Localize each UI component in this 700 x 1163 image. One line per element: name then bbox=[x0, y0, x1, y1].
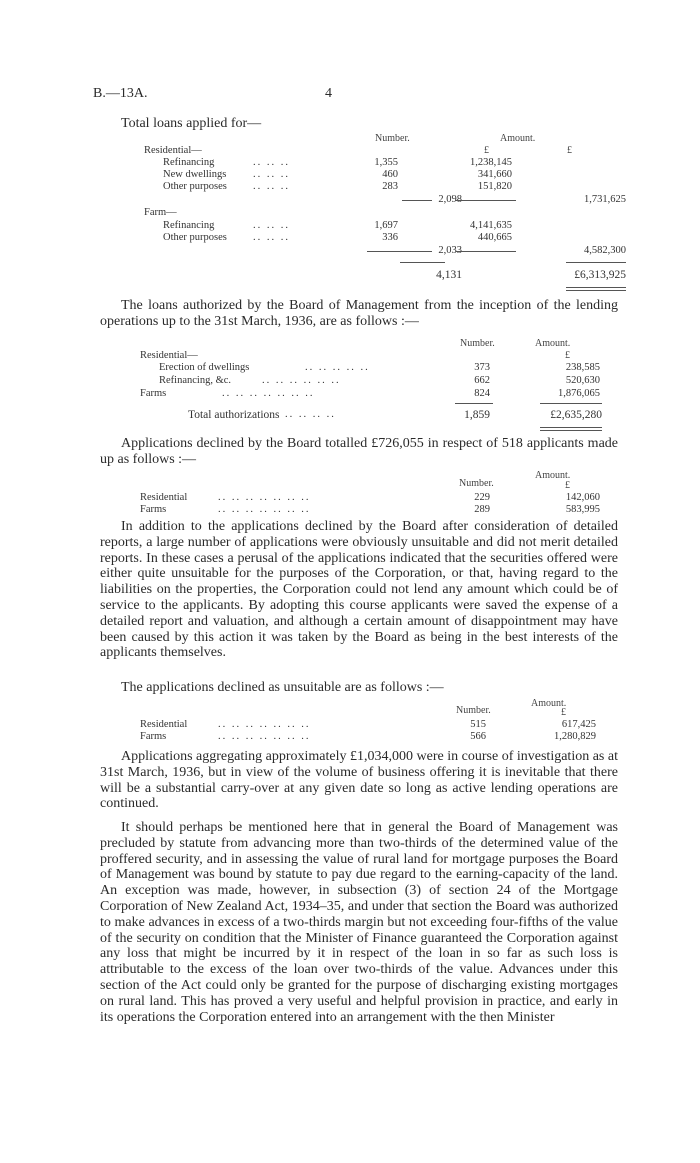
paragraph-statutory-limits: It should perhaps be mentioned here that in general the Board of Management was precluded by statute from advancing more than two-thirds of the determined value of the proffered security, and in assessing the value of rural land for mortgage purposes the Board of Management was bound by statute to pay due regard to the earning-capacity of the land. An exception was made, however, in subsection (3) of section 24 of the Mortgage Corporation of New Zealand Act, 1934–35, and under that section the Board was authorized to make advances in excess of a two-thirds margin but not exceeding four-fifths of the value of the security on condition that the Minister of Finance guaranteed the Corporation against any loss that might be incurred by it in respect of the loan in so far as such loss is attributable to the excess of the loan over two-thirds of the value. Advances under this section of the Act could only be granted for the purpose of discharging existing mortgages on rural land. This has proved a very useful and helpful provision in practice, and early in its operations the Corporation entered into an arrangement with the then Minister bbox=[100, 820, 618, 1025]
table1-grand-total-number: 4,131 bbox=[436, 269, 462, 281]
table1-residential-total-number: 2,098 bbox=[438, 194, 462, 205]
paragraph-applications-in-course: Applications aggregating approximately £1,034,000 were in course of investigation as at 31st March, 1936, but in view of the volume of business offering it is inevitable that there will be a substantial carry-over at any given date so long as active lending operations are continued. bbox=[100, 749, 618, 812]
table3-col-number: Number. bbox=[459, 478, 494, 489]
double-rule bbox=[540, 430, 602, 431]
table1-row-label: New dwellings bbox=[163, 169, 227, 180]
table3-col-amount: Amount. bbox=[535, 470, 571, 481]
table2-row-number: 824 bbox=[474, 388, 490, 399]
table1-row-amount: 1,238,145 bbox=[470, 157, 512, 168]
table2-row-leader: .. .. .. .. .. .. .. bbox=[222, 388, 315, 399]
paragraph-unsuitable-applications: In addition to the applications declined by the Board after consideration of detailed reports, a large number of applications were obviously unsuitable and did not merit detailed reports. In these cases a perusal of the applications indicated that the securities offered were either quite unsuitable for the purposes of the Corporation, or that, having regard to the liabilities on the properties, the Corporation could not lend any amount which could be of service to the applicants. By adopting this course applicants were saved the expense of a detailed report and valuation, and although a certain amount of disappointment may have been caused by this action it was taken by the Board as being in the best interests of the applicants themselves. bbox=[100, 519, 618, 661]
table2-row-leader: .. .. .. .. .. bbox=[305, 362, 370, 373]
double-rule bbox=[566, 290, 626, 291]
table1-residential-total-amount: 1,731,625 bbox=[584, 194, 626, 205]
table2-row-label: Erection of dwellings bbox=[159, 362, 250, 373]
table3-pound-symbol: £ bbox=[565, 480, 570, 491]
paragraph-declined-as-unsuitable: The applications declined as unsuitable are as follows :— bbox=[121, 680, 444, 695]
table4-row-leader: .. .. .. .. .. .. .. bbox=[218, 719, 311, 730]
table1-row-label: Other purposes bbox=[163, 232, 227, 243]
document-reference: B.—13A. bbox=[93, 86, 148, 101]
table2-total-amount: £2,635,280 bbox=[550, 409, 602, 421]
table4-row-number: 515 bbox=[470, 719, 486, 730]
table1-row-number: 460 bbox=[382, 169, 398, 180]
table1-residential-label: Residential— bbox=[144, 145, 202, 156]
table1-farm-total-number: 2,033 bbox=[438, 245, 462, 256]
table1-row-leader: .. .. .. bbox=[253, 157, 290, 168]
table1-row-number: 283 bbox=[382, 181, 398, 192]
table3-row-number: 229 bbox=[474, 492, 490, 503]
table1-row-amount: 151,820 bbox=[477, 181, 512, 192]
table3-row-amount: 142,060 bbox=[565, 492, 600, 503]
double-rule bbox=[566, 287, 626, 288]
table2-row-label: Refinancing, &c. bbox=[159, 375, 232, 386]
table3-row-label: Residential bbox=[140, 492, 188, 503]
table2-total-leader: .. .. .. .. bbox=[285, 409, 336, 420]
total-rule bbox=[566, 262, 626, 263]
table1-row-number: 1,355 bbox=[374, 157, 398, 168]
total-rule bbox=[455, 403, 493, 404]
table4-row-label: Residential bbox=[140, 719, 188, 730]
table1-farm-total-amount: 4,582,300 bbox=[584, 245, 626, 256]
table2-residential-label: Residential— bbox=[140, 350, 198, 361]
table1-pound-symbol: £ bbox=[484, 145, 489, 156]
table1-row-number: 1,697 bbox=[374, 220, 398, 231]
table2-row-amount: 520,630 bbox=[565, 375, 600, 386]
table2-col-amount: Amount. bbox=[535, 338, 571, 349]
table1-row-label: Refinancing bbox=[163, 220, 215, 231]
table3-row-number: 289 bbox=[474, 504, 490, 515]
double-rule bbox=[540, 427, 602, 428]
table3-row-leader: .. .. .. .. .. .. .. bbox=[218, 504, 311, 515]
table1-row-leader: .. .. .. bbox=[253, 232, 290, 243]
paragraph-applications-declined: Applications declined by the Board totalled £726,055 in respect of 518 applicants made up as follows :— bbox=[100, 436, 618, 467]
table4-col-amount: Amount. bbox=[531, 698, 567, 709]
table1-row-number: 336 bbox=[382, 232, 398, 243]
table1-row-label: Refinancing bbox=[163, 157, 215, 168]
table4-row-leader: .. .. .. .. .. .. .. bbox=[218, 731, 311, 742]
table2-row-leader: .. .. .. .. .. .. bbox=[262, 375, 341, 386]
table2-total-number: 1,859 bbox=[464, 409, 490, 421]
table1-farm-label: Farm— bbox=[144, 207, 177, 218]
table2-pound-symbol: £ bbox=[565, 350, 570, 361]
table1-row-leader: .. .. .. bbox=[253, 181, 290, 192]
total-rule bbox=[400, 262, 445, 263]
table1-intro: Total loans applied for— bbox=[121, 116, 262, 131]
table4-row-amount: 1,280,829 bbox=[554, 731, 596, 742]
table1-col-number: Number. bbox=[375, 133, 410, 144]
table1-col-amount: Amount. bbox=[500, 133, 536, 144]
table1-pound-symbol: £ bbox=[567, 145, 572, 156]
subtotal-rule bbox=[456, 200, 516, 201]
table1-row-amount: 4,141,635 bbox=[470, 220, 512, 231]
table2-row-number: 373 bbox=[474, 362, 490, 373]
page-number: 4 bbox=[325, 86, 332, 101]
table3-row-amount: 583,995 bbox=[565, 504, 600, 515]
table1-row-amount: 341,660 bbox=[477, 169, 512, 180]
table1-grand-total-amount: £6,313,925 bbox=[574, 269, 626, 281]
table3-row-label: Farms bbox=[140, 504, 167, 515]
total-rule bbox=[540, 403, 602, 404]
table1-row-amount: 440,665 bbox=[477, 232, 512, 243]
table1-row-label: Other purposes bbox=[163, 181, 227, 192]
table1-row-leader: .. .. .. bbox=[253, 220, 290, 231]
table4-row-label: Farms bbox=[140, 731, 167, 742]
subtotal-rule bbox=[456, 251, 516, 252]
table4-row-amount: 617,425 bbox=[561, 719, 596, 730]
table4-col-number: Number. bbox=[456, 705, 491, 716]
table2-row-amount: 238,585 bbox=[565, 362, 600, 373]
table2-row-label: Farms bbox=[140, 388, 167, 399]
table3-row-leader: .. .. .. .. .. .. .. bbox=[218, 492, 311, 503]
table4-row-number: 566 bbox=[470, 731, 486, 742]
table4-pound-symbol: £ bbox=[561, 707, 566, 718]
table2-row-number: 662 bbox=[474, 375, 490, 386]
table2-total-label: Total authorizations bbox=[188, 409, 280, 421]
paragraph-loans-authorized: The loans authorized by the Board of Management from the inception of the lending operations up to the 31st March, 1936, are as follows :— bbox=[100, 298, 618, 329]
table2-row-amount: 1,876,065 bbox=[558, 388, 600, 399]
table2-col-number: Number. bbox=[460, 338, 495, 349]
table1-row-leader: .. .. .. bbox=[253, 169, 290, 180]
